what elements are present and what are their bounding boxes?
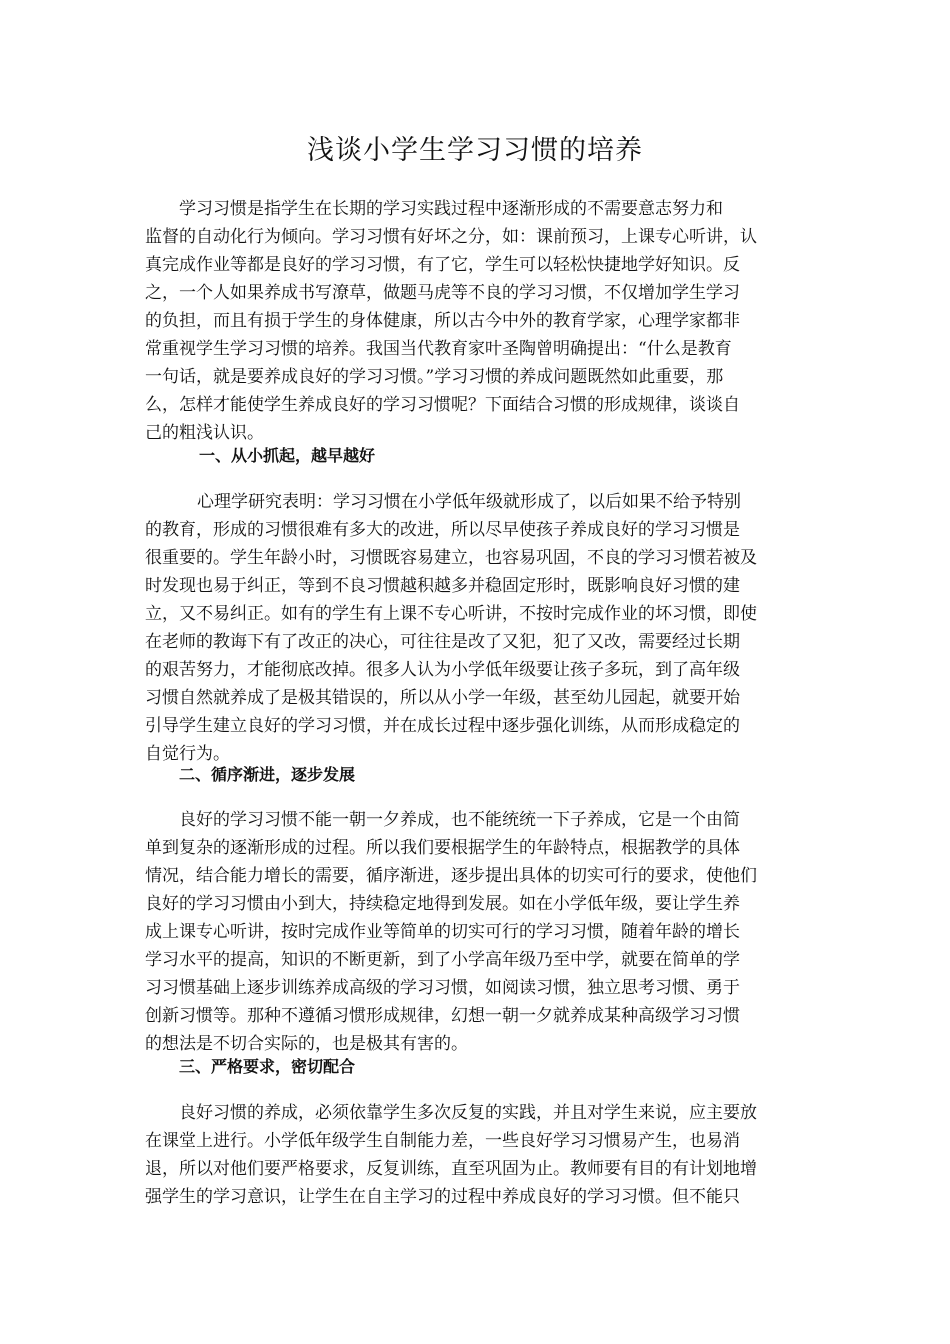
- intro-line: 己的粗浅认识。: [145, 423, 264, 443]
- section-line: 时发现也易于纠正，等到不良习惯越积越多并稳固定形时，既影响良好习惯的建: [145, 576, 740, 596]
- section-line: 情况，结合能力增长的需要，循序渐进，逐步提出具体的切实可行的要求，使他们: [145, 866, 757, 886]
- section-line: 良好习惯的养成，必须依靠学生多次反复的实践，并且对学生来说，应主要放: [179, 1103, 757, 1123]
- section-line: 的艰苦努力，才能彻底改掉。很多人认为小学低年级要让孩子多玩，到了高年级: [145, 660, 740, 680]
- section-line: 很重要的。学生年龄小时，习惯既容易建立，也容易巩固，不良的学习习惯若被及: [145, 548, 757, 568]
- document-title: 浅谈小学生学习习惯的培养: [307, 135, 643, 166]
- section-line: 习习惯基础上逐步训练养成高级的学习习惯，如阅读习惯，独立思考习惯、勇于: [145, 978, 740, 998]
- section-line: 立，又不易纠正。如有的学生有上课不专心听讲，不按时完成作业的坏习惯，即使: [145, 604, 757, 624]
- section-line: 强学生的学习意识，让学生在自主学习的过程中养成良好的学习习惯。但不能只: [145, 1187, 740, 1207]
- section-line: 的教育，形成的习惯很难有多大的改进，所以尽早使孩子养成良好的学习习惯是: [145, 520, 740, 540]
- intro-line: 真完成作业等都是良好的学习习惯，有了它，学生可以轻松快捷地学好知识。反: [145, 255, 740, 275]
- intro-line: 一句话，就是要养成良好的学习习惯。”学习习惯的养成问题既然如此重要，那: [145, 367, 724, 387]
- section-line: 心理学研究表明：学习习惯在小学低年级就形成了，以后如果不给予特别: [197, 492, 741, 512]
- intro-line: 学习习惯是指学生在长期的学习实践过程中逐渐形成的不需要意志努力和: [179, 199, 723, 219]
- section-heading: 一、从小抓起，越早越好: [199, 446, 376, 465]
- section-line: 在老师的教诲下有了改正的决心，可往往是改了又犯，犯了又改，需要经过长期: [145, 632, 740, 652]
- intro-line: 么，怎样才能使学生养成良好的学习习惯呢？下面结合习惯的形成规律，谈谈自: [145, 395, 740, 415]
- section-line: 自觉行为。: [145, 744, 230, 764]
- section-line: 良好的学习习惯不能一朝一夕养成，也不能统统一下子养成，它是一个由简: [179, 810, 740, 830]
- section-heading: 三、严格要求，密切配合: [179, 1057, 356, 1076]
- section-heading: 二、循序渐进，逐步发展: [179, 765, 356, 784]
- section-line: 退，所以对他们要严格要求，反复训练，直至巩固为止。教师要有目的有计划地增: [145, 1159, 757, 1179]
- section-line: 成上课专心听讲，按时完成作业等简单的切实可行的学习习惯，随着年龄的增长: [145, 922, 740, 942]
- section-line: 学习水平的提高，知识的不断更新，到了小学高年级乃至中学，就要在简单的学: [145, 950, 740, 970]
- section-line: 的想法是不切合实际的，也是极其有害的。: [145, 1034, 468, 1054]
- intro-line: 的负担，而且有损于学生的身体健康，所以古今中外的教育学家，心理学家都非: [145, 311, 740, 331]
- section-line: 引导学生建立良好的学习习惯，并在成长过程中逐步强化训练，从而形成稳定的: [145, 716, 740, 736]
- intro-line: 监督的自动化行为倾向。学习习惯有好坏之分，如：课前预习，上课专心听讲，认: [145, 227, 757, 247]
- intro-line: 之，一个人如果养成书写潦草，做题马虎等不良的学习习惯，不仅增加学生学习: [145, 283, 740, 303]
- section-line: 习惯自然就养成了是极其错误的，所以从小学一年级，甚至幼儿园起，就要开始: [145, 688, 740, 708]
- section-line: 在课堂上进行。小学低年级学生自制能力差，一些良好学习习惯易产生，也易消: [145, 1131, 740, 1151]
- section-line: 单到复杂的逐渐形成的过程。所以我们要根据学生的年龄特点，根据教学的具体: [145, 838, 740, 858]
- section-line: 良好的学习习惯由小到大，持续稳定地得到发展。如在小学低年级，要让学生养: [145, 894, 740, 914]
- intro-line: 常重视学生学习习惯的培养。我国当代教育家叶圣陶曾明确提出：“什么是教育: [145, 339, 732, 359]
- section-line: 创新习惯等。那种不遵循习惯形成规律，幻想一朝一夕就养成某种高级学习习惯: [145, 1006, 740, 1026]
